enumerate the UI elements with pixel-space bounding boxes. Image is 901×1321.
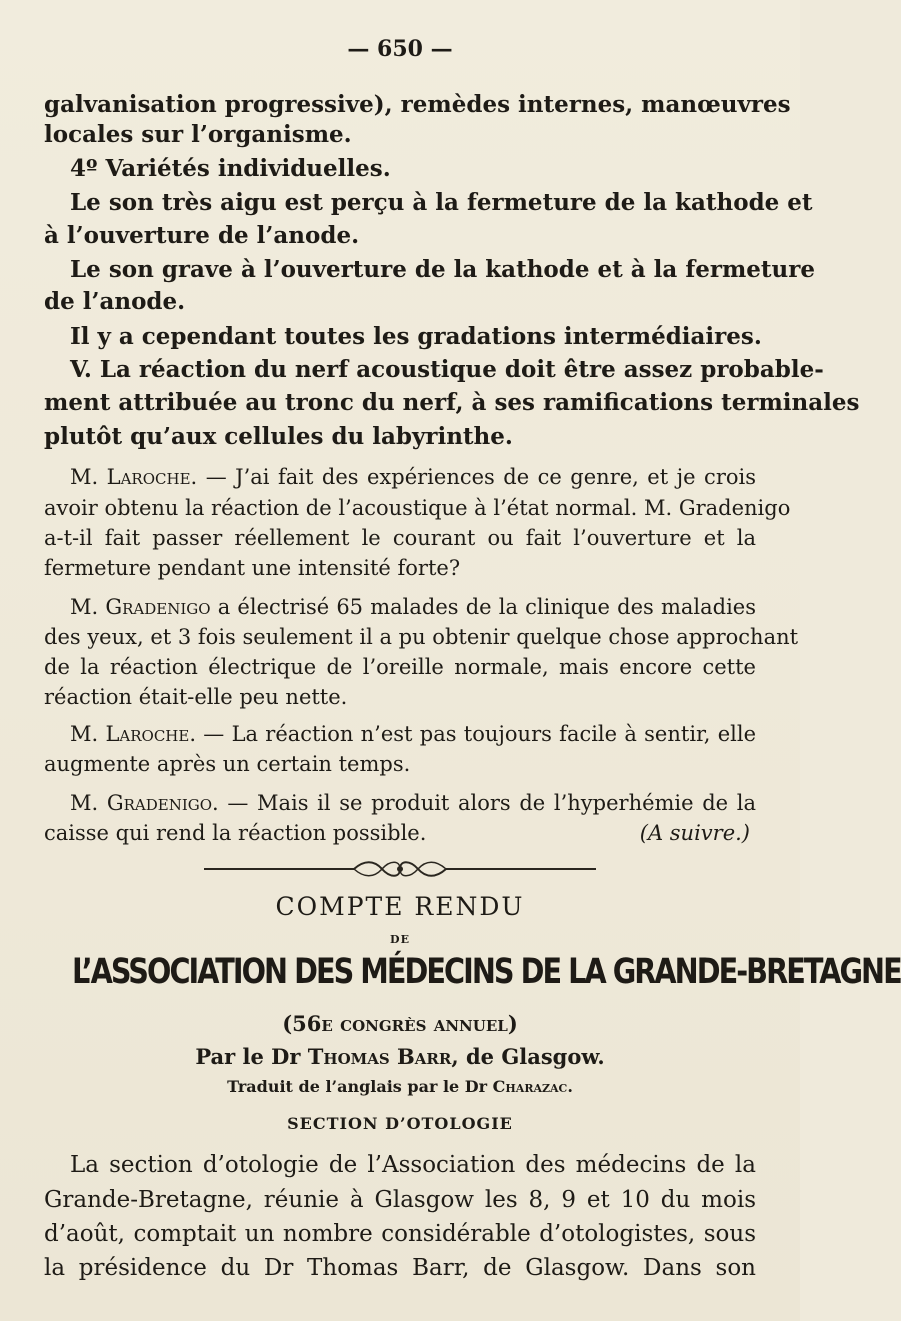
text-line: Le son grave à l’ouverture de la kathode et à la fermeture: [70, 256, 816, 283]
speaker-name: M. Gradenigo.: [70, 791, 219, 815]
text-line: galvanisation progressive), remèdes internes, manœuvres: [44, 91, 791, 118]
ornamental-divider: [204, 858, 596, 880]
text-line: de l’anode.: [44, 288, 186, 315]
author-line: Par le Dr Thomas Barr, de Glasgow.: [195, 1044, 605, 1069]
text-line: plutôt qu’aux cellules du labyrinthe.: [44, 423, 513, 450]
text-line: réaction était-elle peu nette.: [44, 685, 348, 709]
text-line: caisse qui rend la réaction possible. (A suivre.): [44, 818, 756, 848]
speaker-name: M. Laroche.: [70, 722, 197, 746]
text-line: locales sur l’organisme.: [44, 121, 352, 148]
text-line: V. La réaction du nerf acoustique doit être assez probable-: [70, 356, 824, 383]
text-line: augmente après un certain temps.: [44, 752, 411, 776]
text-line: avoir obtenu la réaction de l’acoustique à l’état normal. M. Gradenigo: [44, 496, 791, 520]
page-number: — 650 —: [347, 36, 453, 62]
text-line: de la réaction électrique de l’oreille normale, mais encore cette: [44, 655, 756, 679]
text-line: à l’ouverture de l’anode.: [44, 222, 360, 249]
text-line: M. Laroche. — J’ai fait des expériences de ce genre, et je crois: [70, 465, 756, 489]
article-heading: COMPTE RENDU: [275, 892, 525, 921]
text-line: d’août, comptait un nombre considérable d’otologistes, sous: [44, 1221, 756, 1247]
text-line: M. Gradenigo a électrisé 65 malades de la clinique des maladies: [70, 595, 756, 619]
author-name: Thomas Barr,: [307, 1044, 459, 1069]
text-line: la présidence du Dr Thomas Barr, de Glasgow. Dans son: [44, 1255, 756, 1281]
translator-name: Charazac.: [492, 1077, 573, 1096]
text-line: M. Gradenigo. — Mais il se produit alors de l’hyperhémie de la: [70, 791, 756, 815]
text-line: ment attribuée au tronc du nerf, à ses ramifications terminales: [44, 389, 860, 416]
text-line: des yeux, et 3 fois seulement il a pu obtenir quelque chose approchant: [44, 625, 799, 649]
text-line: 4º Variétés individuelles.: [70, 155, 391, 182]
text-line: fermeture pendant une intensité forte?: [44, 556, 461, 580]
to-follow-note: (A suivre.): [639, 821, 750, 845]
congress-label: (56e congrès annuel): [282, 1011, 518, 1036]
text-line: a-t-il fait passer réellement le courant ou fait l’ouverture et la: [44, 526, 756, 550]
text-line: Le son très aigu est perçu à la fermeture de la kathode et: [70, 189, 813, 216]
speaker-name: M. Gradenigo: [70, 595, 211, 619]
section-title: SECTION D’OTOLOGIE: [287, 1114, 513, 1133]
text-line: M. Laroche. — La réaction n’est pas toujours facile à sentir, elle: [70, 722, 757, 746]
article-title: L’ASSOCIATION DES MÉDECINS DE LA GRANDE-BRETAGNE: [72, 952, 901, 992]
ornament-icon: [204, 858, 596, 880]
text-line: Il y a cependant toutes les gradations intermédiaires.: [70, 323, 762, 350]
translator-line: Traduit de l’anglais par le Dr Charazac.: [227, 1077, 573, 1096]
text-line: Grande-Bretagne, réunie à Glasgow les 8, 9 et 10 du mois: [44, 1187, 756, 1213]
text-line: La section d’otologie de l’Association des médecins de la: [70, 1152, 756, 1178]
article-de: DE: [390, 933, 410, 946]
speaker-name: M. Laroche.: [70, 465, 198, 489]
